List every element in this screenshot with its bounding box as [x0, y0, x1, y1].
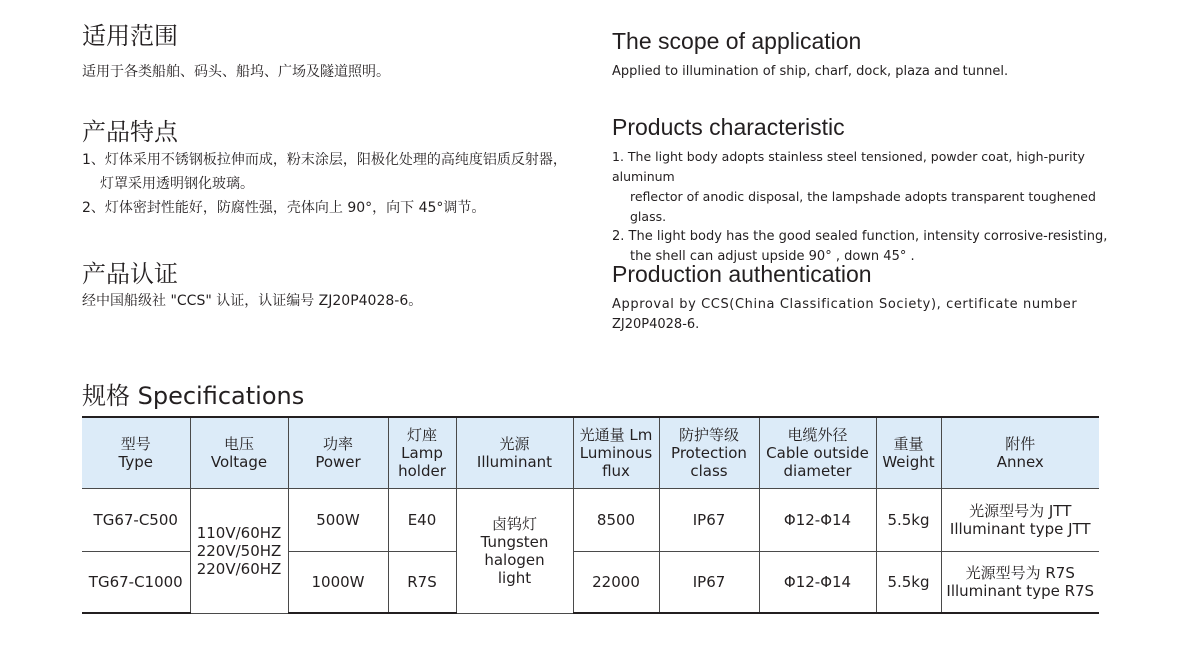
scope-title-en: The scope of application: [612, 28, 862, 54]
cell-cable-diameter: Φ12-Φ14: [759, 489, 876, 552]
cell-lamp-holder: E40: [388, 489, 456, 552]
cell-weight: 5.5kg: [876, 552, 941, 614]
features-title-cn: 产品特点: [82, 118, 178, 146]
specs-title: 规格 Specifications: [82, 382, 305, 410]
header-type: 型号 Type: [82, 417, 190, 489]
cell-type: TG67-C500: [82, 489, 190, 552]
cell-power: 500W: [288, 489, 388, 552]
cell-illuminant: 卤钨灯 Tungsten halogen light: [456, 489, 573, 614]
cert-title-en: Production authentication: [612, 261, 872, 287]
features-item-cn-2-line1: 2、灯体密封性能好，防腐性强，壳体向上 90°，向下 45°调节。: [82, 200, 486, 216]
cert-text-en-line1: Approval by CCS(China Classification Society), certificate number: [612, 297, 1078, 312]
cell-protection-class: IP67: [659, 489, 759, 552]
cell-cable-diameter: Φ12-Φ14: [759, 552, 876, 614]
cell-power: 1000W: [288, 552, 388, 614]
cell-weight: 5.5kg: [876, 489, 941, 552]
header-cable-diameter: 电缆外径 Cable outside diameter: [759, 417, 876, 489]
table-header-row: [82, 417, 1099, 489]
header-lamp-holder: 灯座 Lamp holder: [388, 417, 456, 489]
cert-text-en-line2: ZJ20P4028-6.: [612, 317, 700, 332]
features-item-cn-1-line1: 1、灯体采用不锈钢板拉伸而成，粉末涂层，阳极化处理的高纯度铝质反射器，: [82, 152, 567, 168]
features-item-en-2-line1: 2. The light body has the good sealed function, intensity corrosive-resisting,: [612, 229, 1108, 244]
features-item-en-1-line2: reflector of anodic disposal, the lampshade adopts transparent toughened glass.: [630, 189, 1096, 224]
cert-title-cn: 产品认证: [82, 260, 178, 288]
cell-annex: 光源型号为 R7S Illuminant type R7S: [941, 552, 1099, 614]
table-row: [82, 489, 1099, 552]
features-title-en: Products characteristic: [612, 114, 845, 140]
features-item-cn-1-line2: 灯罩采用透明钢化玻璃。: [100, 176, 254, 192]
header-voltage: 电压 Voltage: [190, 417, 288, 489]
cell-luminous-flux: 22000: [573, 552, 659, 614]
scope-text-cn: 适用于各类船舶、码头、船坞、广场及隧道照明。: [82, 64, 390, 80]
cell-type: TG67-C1000: [82, 552, 190, 614]
cert-text-cn: 经中国船级社 "CCS" 认证，认证编号 ZJ20P4028-6。: [82, 293, 423, 309]
header-illuminant: 光源 Illuminant: [456, 417, 573, 489]
features-list-en: [612, 147, 1112, 267]
cell-luminous-flux: 8500: [573, 489, 659, 552]
scope-title-cn: 适用范围: [82, 22, 178, 50]
features-list-cn: [82, 148, 582, 220]
cell-lamp-holder: R7S: [388, 552, 456, 614]
cell-annex: 光源型号为 JTT Illuminant type JTT: [941, 489, 1099, 552]
header-protection-class: 防护等级 Protection class: [659, 417, 759, 489]
cert-text-en: [612, 295, 1107, 335]
features-item-en-2-line2: the shell can adjust upside 90° , down 45° .: [630, 249, 915, 264]
specs-table: [82, 416, 1099, 614]
header-annex: 附件 Annex: [941, 417, 1099, 489]
cell-voltage: 110V/60HZ 220V/50HZ 220V/60HZ: [190, 489, 288, 614]
header-luminous-flux: 光通量 Lm Luminous flux: [573, 417, 659, 489]
scope-text-en: Applied to illumination of ship, charf, dock, plaza and tunnel.: [612, 64, 1009, 79]
features-item-en-1-line1: 1. The light body adopts stainless steel tensioned, powder coat, high-purity aluminum: [612, 149, 1085, 184]
header-power: 功率 Power: [288, 417, 388, 489]
header-weight: 重量 Weight: [876, 417, 941, 489]
cell-protection-class: IP67: [659, 552, 759, 614]
